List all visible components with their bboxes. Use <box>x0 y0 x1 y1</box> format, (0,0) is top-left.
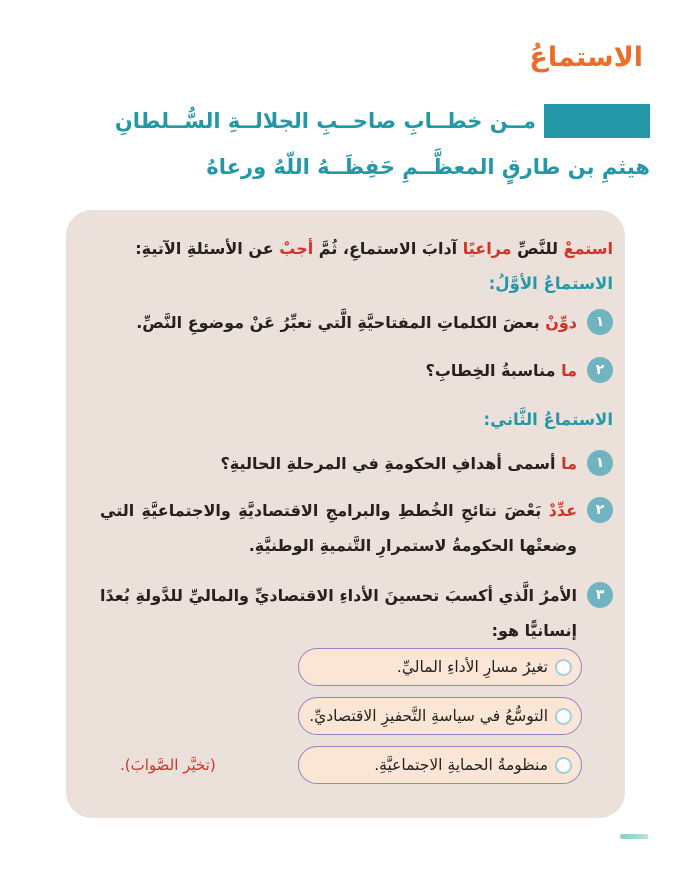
question-number-badge: ٣ <box>587 582 613 608</box>
instruction-verb-observing: مراعيًا <box>462 239 512 258</box>
question-text <box>100 578 577 648</box>
question-text <box>221 446 578 481</box>
section-heading-first-listening: الاستماعُ الأوَّلُ: <box>488 274 613 293</box>
question-item <box>100 446 613 481</box>
radio-icon[interactable] <box>555 659 572 676</box>
question-body: أسمى أهدافِ الحكومةِ في المرحلةِ الحاليةِ؟ <box>220 454 556 473</box>
question-body: بعضَ الكلماتِ المفتاحيَّةِ الَّتي تعبِّرُ عَنْ موضوعِ النَّصِّ. <box>136 313 540 332</box>
answer-option-3[interactable] <box>298 746 582 784</box>
question-body: الأمرُ الَّذي أكسبَ تحسينَ الأداءِ الاقتصاديِّ والماليِّ للدَّولةِ بُعدًا إنسانيًّا هو: <box>100 586 577 640</box>
instruction-text-2: آدابَ الاستماعِ، ثُمَّ <box>318 239 458 258</box>
page-corner-decoration <box>620 834 648 839</box>
question-body: مناسبةُ الخِطابِ؟ <box>425 361 556 380</box>
answer-option-2[interactable] <box>298 697 582 735</box>
heading-accent-bar <box>544 104 650 138</box>
question-text <box>136 305 577 340</box>
section-heading-second-listening: الاستماعُ الثَّاني: <box>483 410 613 429</box>
speech-heading <box>115 97 650 193</box>
question-item <box>100 493 613 563</box>
question-item <box>100 353 613 388</box>
answer-option-1[interactable] <box>298 648 582 686</box>
speech-heading-line2: هيثمِ بن طارقٍ المعظَّــمِ حَفِظَــهُ اللّهُ ورعاهُ <box>206 155 650 179</box>
question-item <box>100 305 613 340</box>
question-verb: ما <box>561 361 577 380</box>
radio-icon[interactable] <box>555 757 572 774</box>
instruction-line <box>100 236 613 262</box>
instruction-text-3: عن الأسئلةِ الآتيةِ: <box>135 239 274 258</box>
question-verb: دوِّنْ <box>545 313 577 332</box>
choose-correct-answer-note: (تخيَّر الصَّوابَ). <box>120 756 216 774</box>
question-verb: عدِّدْ <box>548 501 578 520</box>
answer-options <box>100 648 613 784</box>
question-text <box>100 493 577 563</box>
answer-option-label: منظومةُ الحمايةِ الاجتماعيَّةِ. <box>374 756 548 774</box>
radio-icon[interactable] <box>555 708 572 725</box>
answer-option-row <box>100 697 582 735</box>
question-number-badge: ٢ <box>587 357 613 383</box>
question-text <box>426 353 577 388</box>
speech-heading-line1 <box>115 97 650 145</box>
question-number-badge: ١ <box>587 309 613 335</box>
question-verb: ما <box>561 454 577 473</box>
answer-option-label: التوسُّعُ في سياسةِ التَّحفيزِ الاقتصاديِّ. <box>309 707 548 725</box>
answer-option-row <box>100 648 582 686</box>
instruction-text-1: للنَّصِّ <box>517 239 559 258</box>
answer-option-label: تغيرُ مسارِ الأداءِ الماليِّ. <box>396 658 548 676</box>
page-title: الاستماعُ <box>529 42 643 73</box>
question-item <box>100 578 613 648</box>
question-number-badge: ٢ <box>587 497 613 523</box>
speech-heading-line1-text: مــن خطــابِ صاحــبِ الجلالــةِ السُّــلطانِ <box>114 109 536 133</box>
instruction-verb-listen: استمعْ <box>563 239 613 258</box>
question-number-badge: ١ <box>587 450 613 476</box>
answer-option-row <box>100 746 582 784</box>
question-body: بَعْضَ نتائجِ الخُططِ والبرامجِ الاقتصاديَّةِ والاجتماعيَّةِ التي وضعتْها الحكومةُ لاستمرارِ التَّنميةِ الوطنيَّةِ. <box>100 501 577 555</box>
listening-activity-card <box>66 210 625 818</box>
instruction-verb-answer: أجبْ <box>279 239 314 258</box>
